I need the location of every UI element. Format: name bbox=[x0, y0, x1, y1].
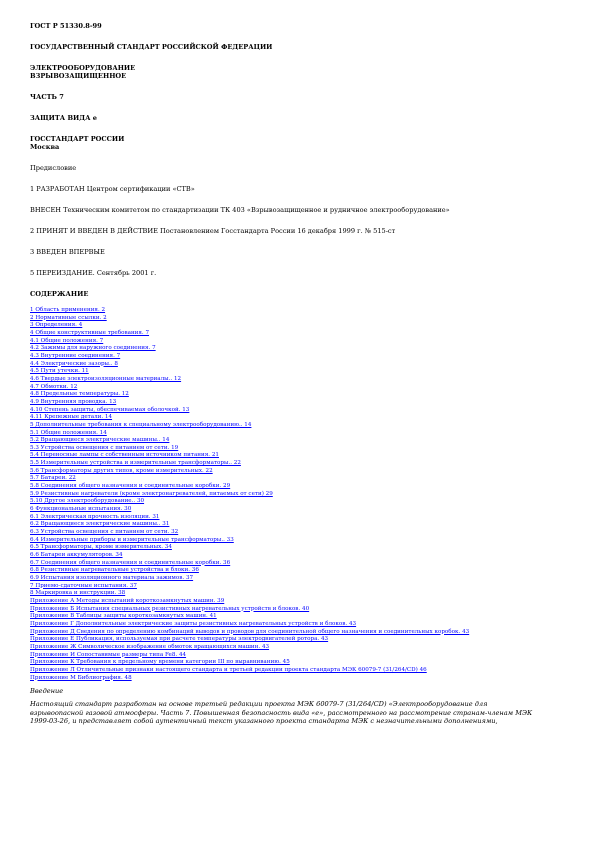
document-page bbox=[30, 22, 565, 725]
toc-link[interactable]: 6.1 Электрическая прочность изоляции. 31 bbox=[30, 513, 160, 520]
contents-title: СОДЕРЖАНИЕ bbox=[30, 290, 89, 298]
toc-link[interactable]: 8 Маркировка и инструкции. 38 bbox=[30, 590, 126, 597]
toc-link[interactable]: Приложение К Требования к предельному времени категории III по выравниванию. 45 bbox=[30, 659, 290, 666]
intro-text-line: 1999-03-26, и представляет собой аутентичный текст указанного проекта стандарта МЭК с незначительными дополнениями, bbox=[30, 716, 498, 725]
toc-link[interactable]: 5.1 Общие положения. 14 bbox=[30, 429, 107, 436]
preface-item: 2 ПРИНЯТ И ВВЕДЕН В ДЕЙСТВИЕ Постановлением Госстандарта России 16 декабря 1999 г. № 515-ст bbox=[30, 227, 396, 235]
toc-link[interactable]: 5.3 Устройства освещения с питанием от сети. 19 bbox=[30, 444, 179, 451]
toc-link[interactable]: 4.5 Пути утечки. 11 bbox=[30, 368, 89, 375]
toc-link[interactable]: Приложение А Методы испытаний короткозамкнутых машин. 39 bbox=[30, 597, 225, 604]
toc-link[interactable]: 6.8 Резистивные нагревательные устройства и блоки. 36 bbox=[30, 567, 199, 574]
toc-link[interactable]: 2 Нормативные ссылки. 2 bbox=[30, 314, 107, 321]
toc-link[interactable]: Приложение В Таблицы защиты короткозамкнутых машин. 41 bbox=[30, 613, 217, 620]
toc-link[interactable]: 1 Область применения. 2 bbox=[30, 307, 106, 313]
toc-link[interactable]: 5.5 Измерительные устройства и измерительные трансформаторы.. 22 bbox=[30, 460, 241, 467]
toc-link[interactable]: 5.7 Батареи. 22 bbox=[30, 475, 76, 482]
toc-link[interactable]: Приложение Д Сведения по определению комбинаций выводов и проводов для соединительной общего назначения и соединительных коробок. 43 bbox=[30, 628, 470, 635]
toc-link[interactable]: Приложение М Библиография. 48 bbox=[30, 674, 132, 681]
state-standard-heading: ГОСУДАРСТВЕННЫЙ СТАНДАРТ РОССИЙСКОЙ ФЕДЕРАЦИИ bbox=[30, 43, 273, 51]
toc-link[interactable]: 5.10 Другое электрооборудование.. 30 bbox=[30, 498, 145, 505]
intro-text-line: взрывоопасной газовой атмосферы. Часть 7. Повышенная безопасность вида «е», рассмотренного на рассмотрение странам-членам МЭК bbox=[30, 708, 533, 717]
preface-item: 3 ВВЕДЕН ВПЕРВЫЕ bbox=[30, 248, 105, 256]
toc-link[interactable]: 6.5 Трансформаторы, кроме измерительных. 34 bbox=[30, 544, 172, 551]
part-heading: ЧАСТЬ 7 bbox=[30, 93, 64, 101]
preface-item: ВНЕСЕН Техническим комитетом по стандартизации ТК 403 «Взрывозащищенное и рудничное электрооборудование» bbox=[30, 206, 450, 214]
toc-link[interactable]: Приложение Г Дополнительные электрические защиты резистивных нагревательных устройств и блоков. 43 bbox=[30, 620, 357, 627]
toc-link[interactable]: 7 Приемо-сдаточные испытания. 37 bbox=[30, 582, 137, 589]
publisher: ГОССТАНДАРТ РОССИИ bbox=[30, 135, 125, 143]
intro-text-line: Настоящий стандарт разработан на основе третьей редакции проекта МЭК 60079-7 (31/264/CD) «Электрооборудование для bbox=[30, 700, 488, 709]
toc-link[interactable]: 4 Общие конструктивные требования. 7 bbox=[30, 329, 150, 336]
toc-link[interactable]: 6.4 Измерительные приборы и измерительные трансформаторы.. 33 bbox=[30, 536, 234, 543]
toc-link[interactable]: 5 Дополнительные требования к специальному электрооборудованию.. 14 bbox=[30, 421, 252, 428]
toc-link[interactable]: 6.3 Устройства освещения с питанием от сети. 32 bbox=[30, 529, 179, 536]
toc-link[interactable]: 4.3 Внутренние соединения. 7 bbox=[30, 352, 121, 359]
toc-link[interactable]: 4.4 Электрические зазоры.. 8 bbox=[30, 360, 118, 367]
intro-title: Введение bbox=[30, 687, 64, 696]
toc-link[interactable]: 6.2 Вращающиеся электрические машины.. 31 bbox=[30, 521, 170, 528]
toc-link[interactable]: 6 Функциональные испытания. 30 bbox=[30, 506, 132, 513]
toc-link[interactable]: Приложение Е Публикация, используемая при расчете температуры электродвигателей ротора. 43 bbox=[30, 636, 329, 643]
toc-link[interactable]: 4.10 Степень защиты, обеспечиваемая оболочкой. 13 bbox=[30, 406, 190, 413]
title-line-1: ЭЛЕКТРООБОРУДОВАНИЕ bbox=[30, 64, 136, 72]
toc-link[interactable]: 4.2 Зажимы для наружного соединения. 7 bbox=[30, 345, 156, 352]
toc-link[interactable]: 5.9 Резистивные нагреватели (кроме электронагревателей, питаемых от сети) 29 bbox=[30, 490, 273, 497]
toc-link[interactable]: 6.9 Испытания изоляционного материала зажимов. 37 bbox=[30, 574, 194, 581]
toc-link[interactable]: 5.4 Переносные лампы с собственным источником питания. 21 bbox=[30, 452, 219, 459]
table-of-contents bbox=[30, 307, 565, 682]
preface-item: 1 РАЗРАБОТАН Центром сертификации «СТВ» bbox=[30, 185, 195, 193]
protection-heading: ЗАЩИТА ВИДА е bbox=[30, 114, 97, 122]
doc-code: ГОСТ Р 51330.8-99 bbox=[30, 22, 102, 30]
toc-link[interactable]: 6.7 Соединения общего назначения и соединительные коробки. 36 bbox=[30, 559, 231, 566]
intro-text bbox=[30, 700, 565, 725]
toc-link[interactable]: Приложение Ж Символическое изображение обмоток вращающихся машин. 43 bbox=[30, 643, 270, 650]
toc-link[interactable]: 4.11 Крепежные детали. 14 bbox=[30, 414, 113, 421]
toc-link[interactable]: 3 Определения. 4 bbox=[30, 322, 83, 329]
title-line-2: ВЗРЫВОЗАЩИЩЕННОЕ bbox=[30, 72, 127, 80]
toc-link[interactable]: 5.2 Вращающиеся электрические машины.. 14 bbox=[30, 437, 170, 444]
toc-link[interactable]: 4.7 Обмотки. 12 bbox=[30, 383, 78, 390]
toc-link[interactable]: 4.8 Предельные температуры. 12 bbox=[30, 391, 129, 398]
toc-link[interactable]: 6.6 Батареи аккумуляторов. 34 bbox=[30, 552, 123, 558]
toc-link[interactable]: Приложение И Сопоставимые размеры типа Fe8. 44 bbox=[30, 651, 187, 658]
toc-link[interactable]: 5.8 Соединения общего назначения и соединительные коробки. 29 bbox=[30, 483, 231, 490]
toc-link[interactable]: 4.6 Твердые электроизоляционные материалы.. 12 bbox=[30, 375, 182, 382]
preface-title: Предисловие bbox=[30, 164, 77, 172]
city: Москва bbox=[30, 143, 60, 151]
toc-link[interactable]: 4.1 Общие положения. 7 bbox=[30, 337, 104, 344]
preface-item: 5 ПЕРЕИЗДАНИЕ. Сентябрь 2001 г. bbox=[30, 269, 157, 277]
toc-link[interactable]: Приложение Л Отличительные признаки настоящего стандарта и третьей редакции проекта стандарта МЭК 60079-7 (31/264/CD) 46 bbox=[30, 666, 427, 673]
toc-link[interactable]: 4.9 Внутренняя проводка. 13 bbox=[30, 398, 117, 405]
toc-link[interactable]: Приложение Б Испытания специальных резистивных нагревательных устройств и блоков. 40 bbox=[30, 605, 310, 612]
toc-link[interactable]: 5.6 Трансформаторы других типов, кроме измерительных. 22 bbox=[30, 467, 213, 474]
